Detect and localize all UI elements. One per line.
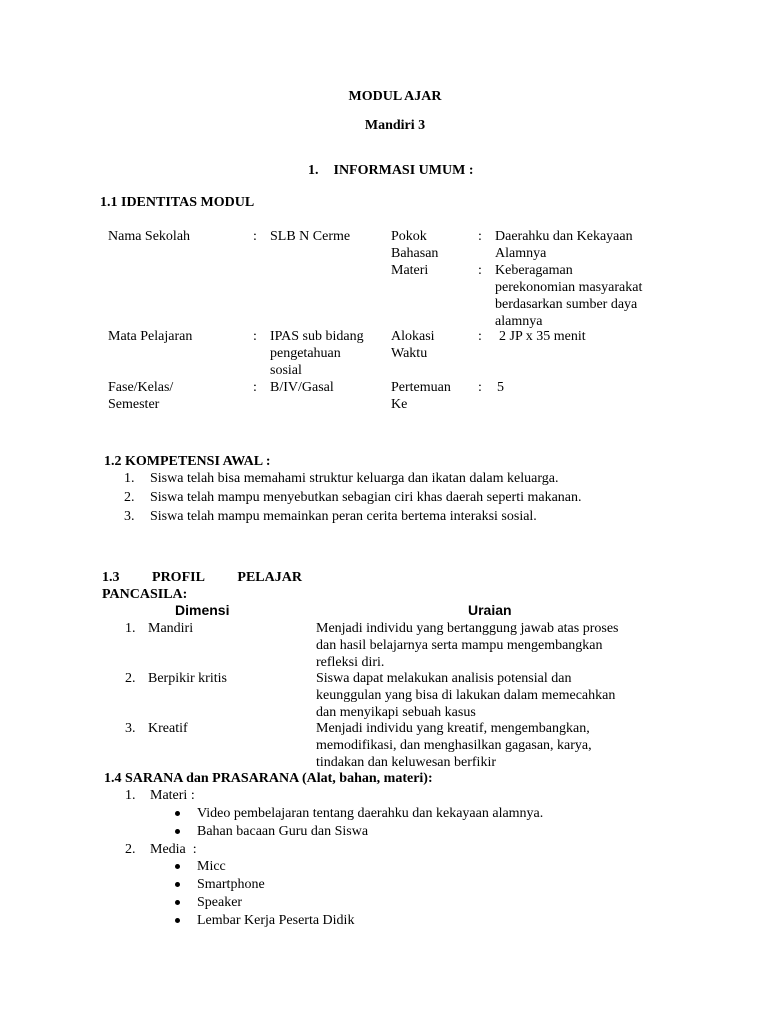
row-number: 1. [125, 621, 136, 636]
bullet-text: Speaker [197, 895, 243, 910]
item-number: 2. [124, 490, 135, 505]
colon: : [478, 263, 482, 278]
sarana-item-number: 2. [125, 842, 136, 857]
colon: : [253, 229, 257, 244]
dimension-name: Mandiri [148, 621, 194, 636]
bullet-icon [175, 811, 180, 816]
value-fase-kelas-semester: B/IV/Gasal [270, 380, 334, 395]
description-line: tindakan dan keluwesan berfikir [316, 755, 496, 770]
label-line: Semester [108, 397, 160, 412]
kompetensi-list [102, 470, 582, 527]
heading-word: PELAJAR [237, 570, 302, 585]
row-number: 2. [125, 671, 136, 686]
heading-profil-pelajar-pancasila [102, 569, 302, 603]
bullet-text: Micc [197, 859, 226, 874]
heading-line-2: PANCASILA: [102, 587, 188, 602]
description-line: Menjadi individu yang bertanggung jawab atas proses [316, 621, 619, 636]
colon: : [478, 229, 482, 244]
bullet-text: Smartphone [197, 877, 265, 892]
column-header-uraian: Uraian [468, 602, 512, 618]
label-fase-kelas-semester [108, 379, 248, 413]
value-nama-sekolah: SLB N Cerme [270, 229, 351, 244]
heading-word: PROFIL [152, 570, 205, 585]
section-title: INFORMASI UMUM : [333, 163, 474, 178]
label-nama-sekolah: Nama Sekolah [108, 229, 191, 244]
heading-kompetensi-awal: 1.2 KOMPETENSI AWAL : [104, 454, 271, 469]
bullet-icon [175, 882, 180, 887]
document-title: MODUL AJAR [348, 89, 442, 104]
value-line: IPAS sub bidang [270, 329, 364, 344]
value-line: perekonomian masyarakat [495, 280, 643, 295]
value-line: berdasarkan sumber daya [495, 297, 638, 312]
description-line: memodifikasi, dan menghasilkan gagasan, karya, [316, 738, 592, 753]
bullet-text: Bahan bacaan Guru dan Siswa [197, 824, 369, 839]
label-materi: Materi [391, 263, 429, 278]
dimension-name: Berpikir kritis [148, 671, 227, 686]
label-line: Bahasan [391, 246, 439, 261]
item-text: Siswa telah mampu memainkan peran cerita bertema interaksi sosial. [150, 509, 537, 524]
bullet-icon [175, 918, 180, 923]
sarana-item-number: 1. [125, 788, 136, 803]
section-heading-informasi-umum [308, 162, 473, 179]
value-alokasi-waktu: 2 JP x 35 menit [499, 329, 586, 344]
column-header-dimensi: Dimensi [175, 602, 230, 618]
value-line: Daerahku dan Kekayaan [495, 229, 633, 244]
colon: : [478, 329, 482, 344]
heading-identitas-modul: 1.1 IDENTITAS MODUL [100, 195, 255, 210]
list-item [102, 470, 582, 489]
colon: : [253, 329, 257, 344]
description-line: Siswa dapat melakukan analisis potensial dan [316, 671, 572, 686]
label-line: Waktu [391, 346, 428, 361]
value-mata-pelajaran [270, 328, 385, 379]
bullet-text: Video pembelajaran tentang daerahku dan kekayaan alamnya. [197, 806, 544, 821]
label-line: Pokok [391, 229, 427, 244]
dimension-name: Kreatif [148, 721, 188, 736]
bullet-text: Lembar Kerja Peserta Didik [197, 913, 355, 928]
description-line: refleksi diri. [316, 655, 385, 670]
dimension-description [316, 620, 668, 671]
label-alokasi-waktu [391, 328, 471, 362]
bullet-icon [175, 864, 180, 869]
value-pertemuan-ke: 5 [497, 380, 504, 395]
document-subtitle: Mandiri 3 [364, 118, 426, 133]
heading-sarana-prasarana: 1.4 SARANA dan PRASARANA (Alat, bahan, materi): [104, 771, 433, 786]
sarana-media-label: Media : [150, 842, 197, 857]
value-pokok-bahasan [495, 228, 670, 262]
label-pertemuan-ke [391, 379, 471, 413]
label-pokok-bahasan [391, 228, 471, 262]
value-line: alamnya [495, 314, 543, 329]
value-line: Alamnya [495, 246, 547, 261]
description-line: keunggulan yang bisa di lakukan dalam memecahkan [316, 688, 616, 703]
label-line: Ke [391, 397, 408, 412]
colon: : [253, 380, 257, 395]
label-mata-pelajaran: Mata Pelajaran [108, 329, 193, 344]
bullet-icon [175, 829, 180, 834]
value-line: Keberagaman [495, 263, 573, 278]
value-line: pengetahuan [270, 346, 341, 361]
item-text: Siswa telah mampu menyebutkan sebagian ciri khas daerah seperti makanan. [150, 490, 582, 505]
value-materi [495, 262, 670, 330]
row-number: 3. [125, 721, 136, 736]
colon: : [478, 380, 482, 395]
heading-number: 1.3 [102, 570, 120, 585]
list-item [102, 489, 582, 508]
description-line: dan menyikapi sebuah kasus [316, 705, 476, 720]
item-number: 1. [124, 471, 135, 486]
list-item [102, 508, 582, 527]
label-line: Fase/Kelas/ [108, 380, 174, 395]
description-line: Menjadi individu yang kreatif, mengembangkan, [316, 721, 590, 736]
dimension-description [316, 720, 668, 771]
sarana-materi-label: Materi : [150, 788, 195, 803]
dimension-description [316, 670, 668, 721]
bullet-icon [175, 900, 180, 905]
label-line: Pertemuan [391, 380, 451, 395]
section-number: 1. [308, 163, 319, 178]
item-number: 3. [124, 509, 135, 524]
description-line: dan hasil belajarnya serta mampu mengembangkan [316, 638, 603, 653]
value-line: sosial [270, 363, 302, 378]
label-line: Alokasi [391, 329, 435, 344]
item-text: Siswa telah bisa memahami struktur keluarga dan ikatan dalam keluarga. [150, 471, 559, 486]
